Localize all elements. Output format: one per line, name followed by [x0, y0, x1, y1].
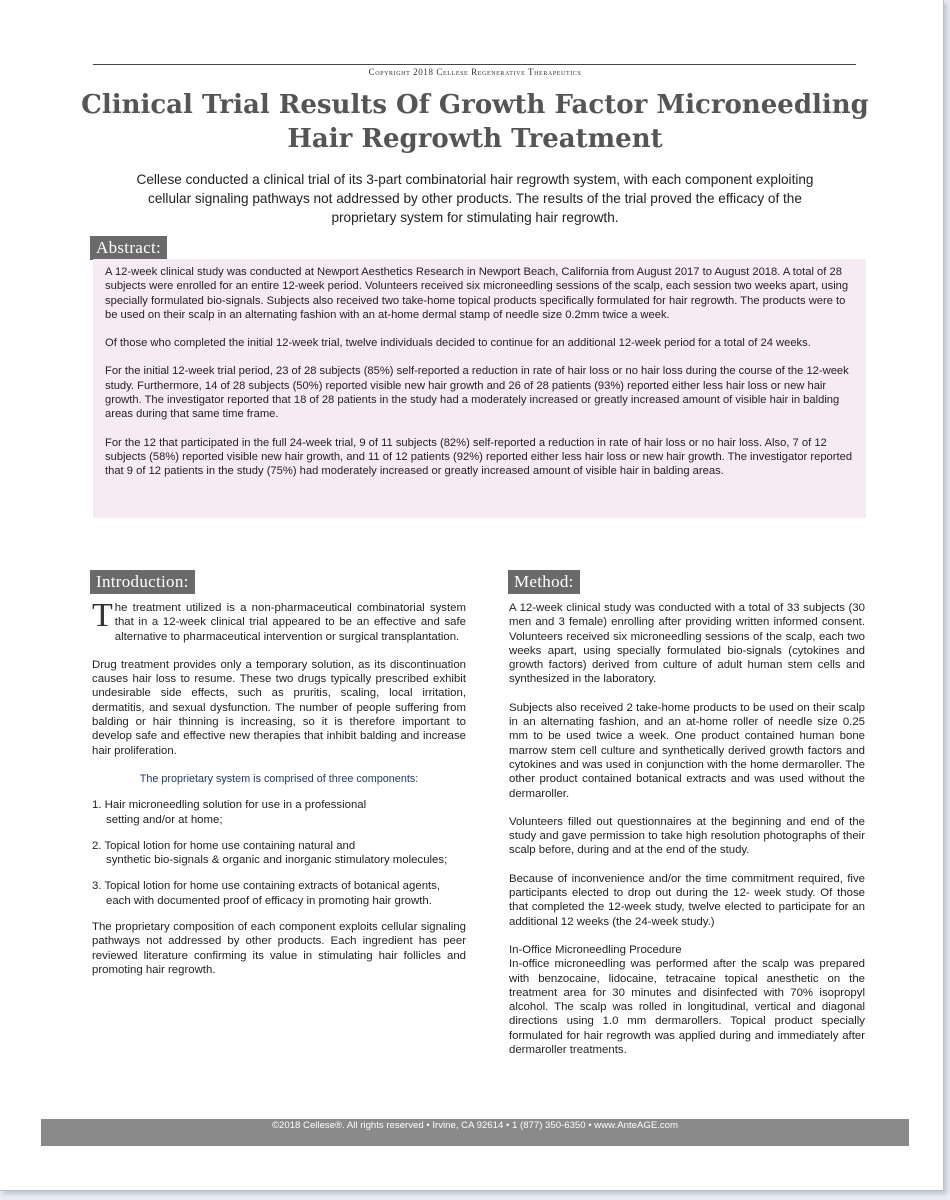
method-paragraph: Volunteers filled out questionnaires at the beginning and end of the study and gave permission to take high resolution photographs of their scalp before, during and at the end of the study. — [509, 815, 865, 857]
footer-text: ©2018 Cellese®. All rights reserved • Irvine, CA 92614 • 1 (877) 350-6350 • www.AnteAGE.com — [271, 1120, 679, 1131]
method-heading: Method: — [508, 570, 580, 594]
component-line: setting and/or at home; — [106, 813, 223, 826]
abstract-heading: Abstract: — [90, 236, 167, 260]
component-item — [92, 839, 466, 868]
abstract-paragraph: A 12-week clinical study was conducted at Newport Aesthetics Research in Newport Beach, California from August 2017 to August 2018. A total of 28 subjects were enrolled for an entire 12-week period. Volunteers received six microneedling sessions of the scalp, each session two weeks apart, using specially formulated bio-signals. Subjects also received two take-home topical products specifically formulated for hair regrowth. The products were to be used on their scalp in an alternating fashion with an at-home dermal stamp of needle size 0.2mm twice a week. — [105, 266, 849, 321]
lede-paragraph: Cellese conducted a clinical trial of its 3-part combinatorial hair regrowth system, with each component exploiting cellular signaling pathways not addressed by other products. The results of the trial proved the efficacy of the proprietary system for stimulating hair regrowth. — [136, 172, 814, 225]
component-line: synthetic bio-signals & organic and inorganic stimulatory molecules; — [106, 854, 448, 867]
procedure-paragraph: In-office microneedling was performed after the scalp was prepared with benzocaine, lidocaine, tetracaine topical anesthetic on the treatment area for 30 minutes and disinfected with 70% isopropyl alcohol. The scalp was rolled in longitudinal, vertical and diagonal directions using 1.0 mm dermarollers. Topical product specially formulated for hair regrowth was applied during and immediately after dermaroller treatments. — [509, 958, 865, 1057]
copyright-line: Copyright 2018 Cellese Regenerative Therapeutics — [368, 67, 582, 77]
component-line: 1. Hair microneedling solution for use in a professional — [92, 799, 367, 812]
page-title: Clinical Trial Results Of Growth Factor Microneedling Hair Regrowth Treatment — [81, 90, 869, 154]
intro-paragraph: Drug treatment provides only a temporary solution, as its discontinuation causes hair loss to resume. These two drugs typically prescribed exhibit undesirable side effects, such as pruritis, scaling, local irritation, dermatitis, and sexual dysfunction. The number of people suffering from balding or hair thinning is increasing, so it is therefore important to develop safe and effective new therapies that inhibit balding and increase hair proliferation. — [92, 658, 466, 757]
component-item — [92, 798, 466, 827]
introduction-column — [92, 597, 466, 991]
component-line: each with documented proof of efficacy in promoting hair growth. — [106, 894, 432, 907]
footer-bar — [41, 1119, 909, 1146]
component-line: 3. Topical lotion for home use containing extracts of botanical agents, — [92, 880, 441, 893]
procedure-heading: In-Office Microneedling Procedure — [509, 943, 682, 956]
drop-cap: T — [92, 597, 113, 634]
method-paragraph: Subjects also received 2 take-home products to be used on their scalp in an alternating fashion, and an at-home roller of needle size 0.25 mm to be used twice a week. One product contained human bone marrow stem cell culture and synthetically derived growth factors and cytokines and was used in conjunction with the home dermaroller. The other product contained botanical extracts and was used without the dermaroller. — [509, 701, 865, 800]
abstract-body — [105, 265, 855, 493]
abstract-paragraph: Of those who completed the initial 12-week trial, twelve individuals decided to continue for an additional 12-week period for a total of 24 weeks. — [105, 337, 811, 350]
intro-paragraph-text: he treatment utilized is a non-pharmaceutical combinatorial system that in a 12-week clinical trial appeared to be an effective and safe alternative to pharmaceutical intervention or surgical transplantation. — [114, 602, 466, 643]
abstract-paragraph: For the initial 12-week trial period, 23 of 28 subjects (85%) self-reported a reduction in rate of hair loss or no hair loss during the course of the 12-week study. Furthermore, 14 of 28 subjects (50%) reported visible new hair growth and 26 of 28 patients (93%) reported either less hair loss or new hair growth. The investigator reported that 18 of 28 patients in the study had a moderately increased or greatly increased amount of visible hair in balding areas during that same time frame. — [105, 365, 849, 421]
component-line: 2. Topical lotion for home use containing natural and — [92, 839, 356, 852]
intro-paragraph: The proprietary composition of each component exploits cellular signaling pathways not addressed by other products. Each ingredient has peer reviewed literature confirming its value in stimulating hair follicles and promoting hair regrowth. — [92, 921, 466, 976]
top-rule — [93, 64, 856, 65]
method-paragraph: A 12-week clinical study was conducted with a total of 33 subjects (30 men and 3 female) enrolling after providing written informed consent. Volunteers received six microneedling sessions of the scalp, each two weeks apart, using specially formulated bio-signals (cytokines and growth factors) derived from culture of adult human stem cells and synthesized in the laboratory. — [509, 602, 865, 686]
component-item — [92, 879, 466, 908]
components-subheading: The proprietary system is comprised of three components: — [139, 772, 419, 785]
intro-paragraph — [92, 597, 466, 644]
method-column — [509, 601, 865, 1071]
introduction-heading: Introduction: — [90, 570, 195, 594]
method-paragraph: Because of inconvenience and/or the time commitment required, five participants elected to drop out during the 12- week study. Of those that completed the 12-week study, twelve elected to participate for an additional 12 weeks (the 24-week study.) — [509, 872, 865, 928]
abstract-paragraph: For the 12 that participated in the full 24-week trial, 9 of 11 subjects (82%) self-reported a reduction in rate of hair loss or no hair loss. Also, 7 of 12 subjects (58%) reported visible new hair growth, and 11 of 12 patients (92%) reported either less hair loss or new hair growth. The investigator reported that 9 of 12 patients in the study (75%) had moderately increased or greatly increased amount of visible hair in balding areas. — [105, 436, 853, 478]
